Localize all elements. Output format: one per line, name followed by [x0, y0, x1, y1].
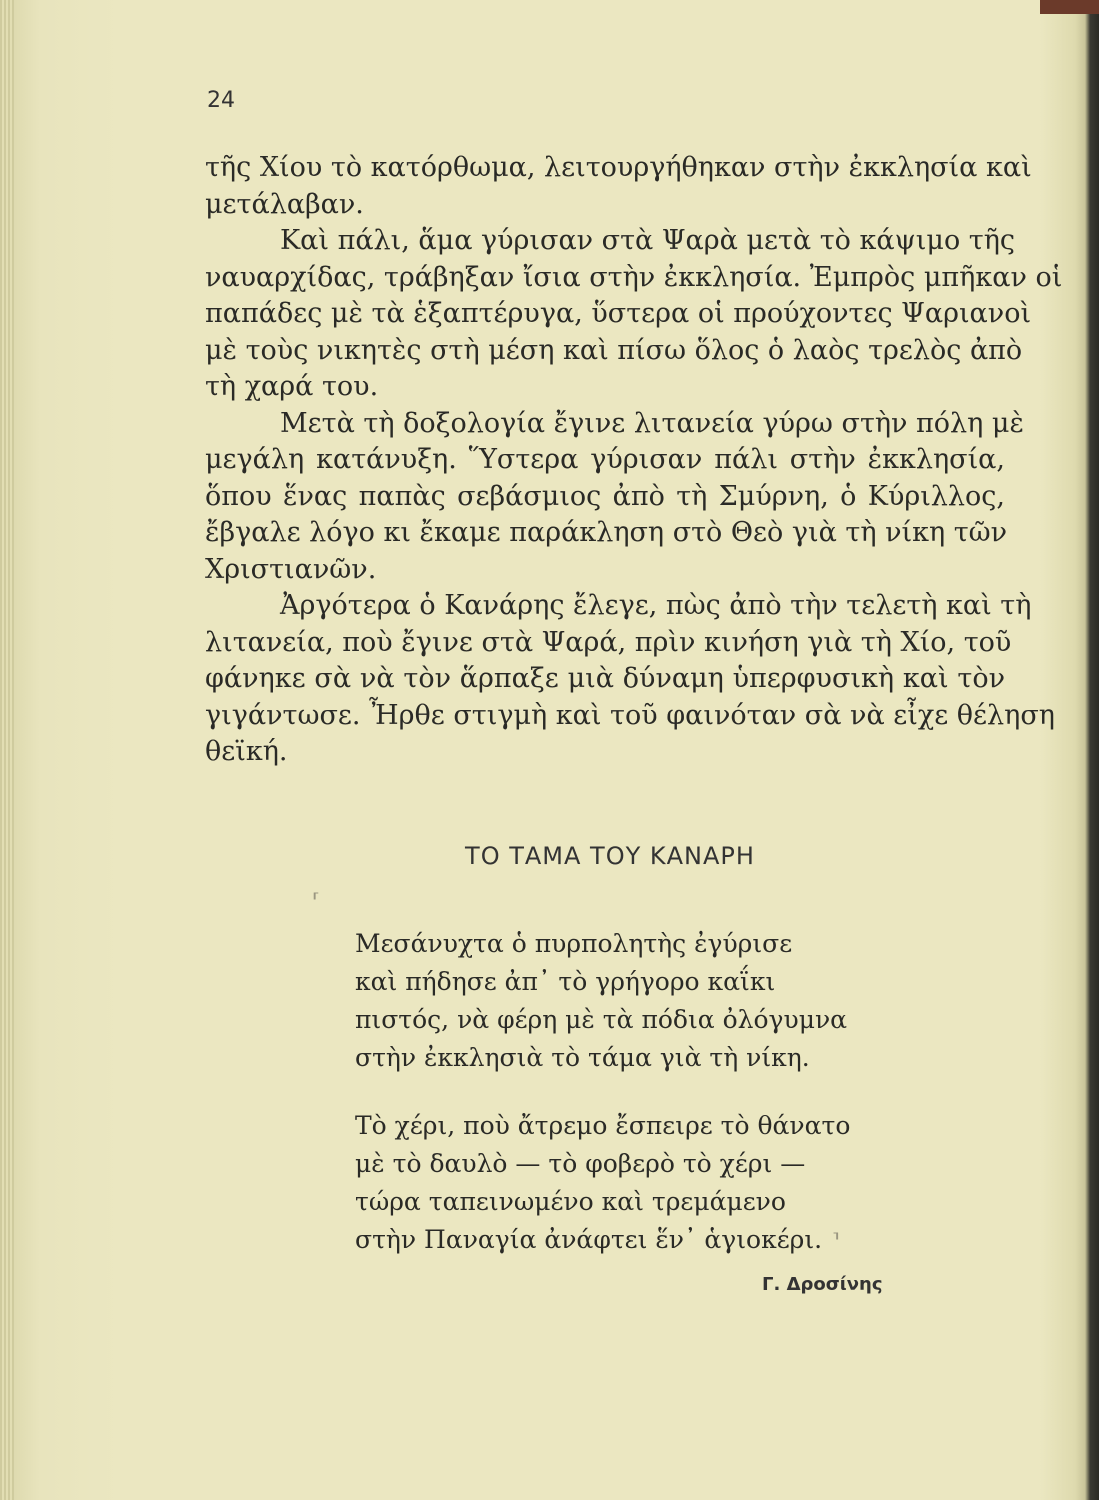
poem-line: στὴν Παναγία ἀνάφτει ἕν᾿ ἁγιοκέρι. — [355, 1225, 823, 1254]
poem-line: Μεσάνυχτα ὁ πυρπολητὴς ἐγύρισε — [355, 929, 793, 958]
poem-line: μὲ τὸ δαυλὸ — τὸ φοβερὸ τὸ χέρι — — [355, 1149, 806, 1178]
text-line: θεϊκή. — [205, 736, 288, 767]
page-number: 24 — [207, 88, 235, 113]
text-line: ἔβγαλε λόγο κι ἔκαμε παράκληση στὸ Θεὸ γιὰ τὴ νίκη τῶν — [205, 517, 1008, 548]
page-edge — [0, 0, 14, 1500]
poem-stanza — [355, 1107, 915, 1259]
poem-author: Γ. Δροσίνης — [762, 1274, 883, 1295]
text-line: μὲ τοὺς νικητὲς στὴ μέση καὶ πίσω ὅλος ὁ λαὸς τρελὸς ἀπὸ — [205, 334, 1023, 366]
text-line: παπάδες μὲ τὰ ἑξαπτέρυγα, ὕστερα οἱ προύχοντες Ψαριανοὶ — [205, 298, 1032, 329]
text-line: γιγάντωσε. Ἦρθε στιγμὴ καὶ τοῦ φαινόταν σὰ νὰ εἶχε θέληση — [205, 699, 1055, 731]
text-line: ναυαρχίδας, τράβηξαν ἴσια στὴν ἐκκλησία. Ἐμπρὸς μπῆκαν οἱ — [205, 261, 1063, 293]
pencil-mark: ⸢ — [312, 888, 320, 912]
poem-title: ΤΟ ΤΑΜΑ ΤΟΥ ΚΑΝΑΡΗ — [465, 842, 755, 870]
text-line: μετάλαβαν. — [205, 188, 364, 220]
pencil-mark: ⸣ — [832, 1228, 840, 1252]
binding-strip — [1040, 0, 1099, 14]
text-line: Μετὰ τὴ δοξολογία ἔγινε λιτανεία γύρω στὴν πόλη μὲ — [280, 407, 1024, 439]
poem-line: στὴν ἐκκλησιὰ τὸ τάμα γιὰ τὴ νίκη. — [355, 1043, 810, 1072]
poem-stanza — [355, 925, 915, 1077]
text-line: φάνηκε σὰ νὰ τὸν ἅρπαξε μιὰ δύναμη ὑπερφυσικὴ καὶ τὸν — [205, 663, 1005, 694]
text-line: Χριστιανῶν. — [205, 553, 377, 585]
text-line: Καὶ πάλι, ἅμα γύρισαν στὰ Ψαρὰ μετὰ τὸ κάψιμο τῆς — [280, 225, 1016, 256]
text-line: τῆς Χίου τὸ κατόρθωμα, λειτουργήθηκαν στὴν ἐκκλησία καὶ — [205, 152, 1032, 183]
prose-body — [205, 150, 1063, 771]
poem-line: πιστός, νὰ φέρη μὲ τὰ πόδια ὀλόγυμνα — [355, 1005, 848, 1034]
poem-line: τώρα ταπεινωμένο καὶ τρεμάμενο — [355, 1187, 786, 1216]
text-line: ὅπου ἕνας παπὰς σεβάσμιος ἀπὸ τὴ Σμύρνη, ὁ Κύριλλος, — [205, 480, 1005, 512]
text-line: λιτανεία, ποὺ ἔγινε στὰ Ψαρά, πρὶν κινήση γιὰ τὴ Χίο, τοῦ — [205, 626, 1012, 658]
poem-line: καὶ πήδησε ἀπ᾿ τὸ γρήγορο καΐκι — [355, 967, 776, 996]
text-line: Ἀργότερα ὁ Κανάρης ἔλεγε, πὼς ἀπὸ τὴν τελετὴ καὶ τὴ — [280, 590, 1032, 621]
poem-line: Τὸ χέρι, ποὺ ἄτρεμο ἔσπειρε τὸ θάνατο — [355, 1111, 851, 1140]
text-line: μεγάλη κατάνυξη. Ὕστερα γύρισαν πάλι στὴν ἐκκλησία, — [205, 444, 1005, 475]
text-line: τὴ χαρά του. — [205, 371, 379, 402]
